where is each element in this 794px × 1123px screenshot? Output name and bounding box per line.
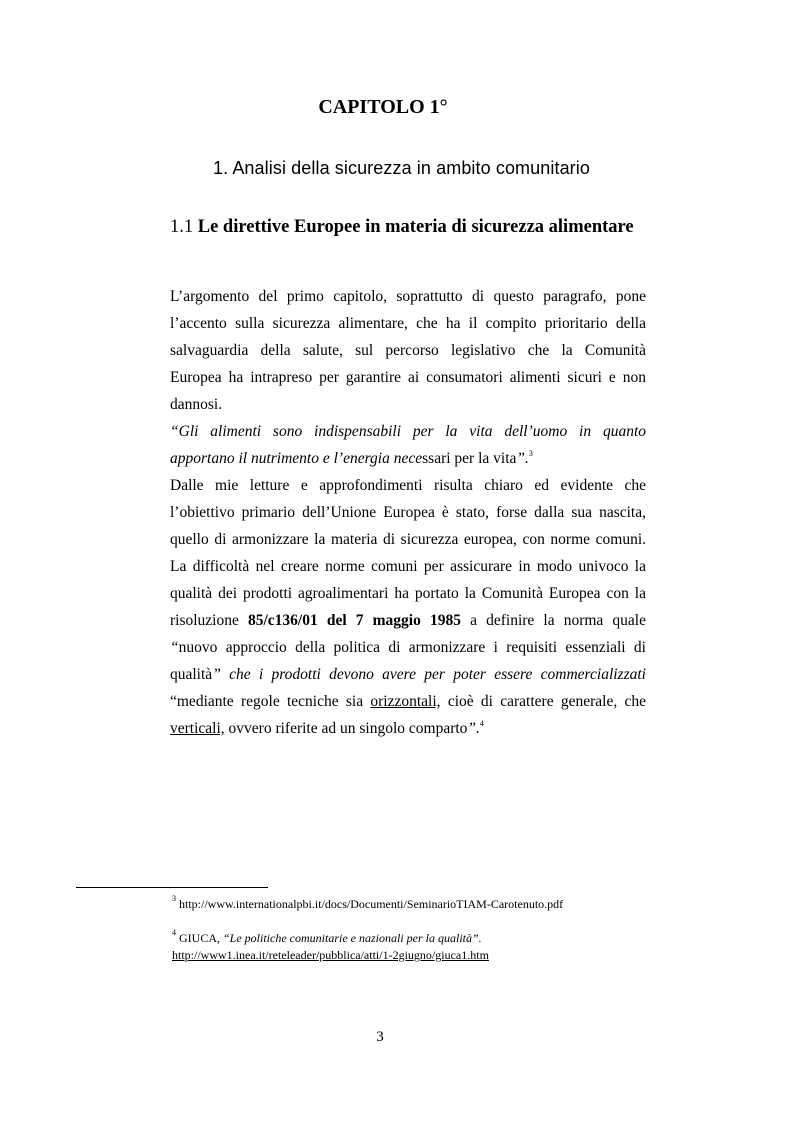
- quote-line: “Gli alimenti sono indispensabili per la vita dell’uomo in quanto: [170, 423, 646, 440]
- footnote-number: 4: [172, 928, 176, 937]
- body-line: qualità” che i prodotti devono avere per poter essere commercializzati: [170, 666, 646, 683]
- footnote-4-url: [172, 947, 489, 963]
- footnote-ref-4[interactable]: 4: [479, 719, 484, 728]
- body-line: “nuovo approccio della politica di armonizzare i requisiti essenziali di: [170, 639, 646, 656]
- subsection-heading: Le direttive Europee in materia di sicurezza alimentare: [197, 217, 634, 237]
- footnote-title: “Le politiche comunitarie e nazionali per la qualità”.: [223, 931, 482, 945]
- chapter-title: CAPITOLO 1°: [318, 96, 448, 118]
- quote-line: apportano il nutrimento e l’energia necessari per la vita”.$^3$: [170, 449, 533, 467]
- footnote-author: GIUCA,: [179, 931, 220, 945]
- body-paragraph: [170, 283, 646, 742]
- footnote-link[interactable]: http://www1.inea.it/reteleader/pubblica/atti/1-2giugno/giuca1.htm: [172, 948, 489, 962]
- body-line: Europea ha intrapreso per garantire ai consumatori alimenti sicuri e non: [170, 369, 646, 386]
- footnote-link[interactable]: http://www.internationalpbi.it/docs/Documenti/SeminarioTIAM-Carotenuto.pdf: [179, 897, 564, 911]
- body-line: L’argomento del primo capitolo, soprattutto di questo paragrafo, pone: [170, 288, 646, 305]
- footnote-number: 3: [172, 894, 176, 903]
- body-line: risoluzione 85/c136/01 del 7 maggio 1985 a definire la norma quale: [170, 612, 646, 629]
- body-line: l’obiettivo primario dell’Unione Europea è stato, forse dalla sua nascita,: [170, 504, 646, 521]
- footnote-4: [172, 930, 482, 946]
- footnote-ref-3[interactable]: 3: [528, 449, 533, 458]
- subsection-number: 1.1: [170, 217, 194, 237]
- body-line: Dalle mie letture e approfondimenti risulta chiaro ed evidente che: [170, 477, 646, 494]
- footnote-3: [172, 896, 563, 912]
- body-line: quello di armonizzare la materia di sicurezza europea, con norme comuni.: [170, 531, 646, 548]
- subsection-title: [170, 217, 634, 238]
- page-number: 3: [376, 1029, 384, 1045]
- footnote-separator: [76, 887, 268, 888]
- body-line: verticali, ovvero riferite ad un singolo comparto”.$^4$: [170, 719, 484, 737]
- body-line: La difficoltà nel creare norme comuni per assicurare in modo univoco la: [170, 558, 646, 575]
- body-line: qualità dei prodotti agroalimentari ha portato la Comunità Europea con la: [170, 585, 646, 602]
- resolution-reference: 85/c136/01 del 7 maggio 1985: [248, 612, 461, 629]
- body-line: “mediante regole tecniche sia orizzontali, cioè di carattere generale, che: [170, 693, 647, 710]
- section-title: 1. Analisi della sicurezza in ambito comunitario: [213, 158, 590, 178]
- underlined-term: orizzontali,: [370, 693, 441, 710]
- underlined-term: verticali,: [170, 720, 225, 737]
- body-line: salvaguardia della salute, sul percorso legislativo che la Comunità: [170, 342, 646, 359]
- body-line: l’accento sulla sicurezza alimentare, che ha il compito prioritario della: [170, 315, 646, 332]
- body-line: dannosi.: [170, 396, 223, 413]
